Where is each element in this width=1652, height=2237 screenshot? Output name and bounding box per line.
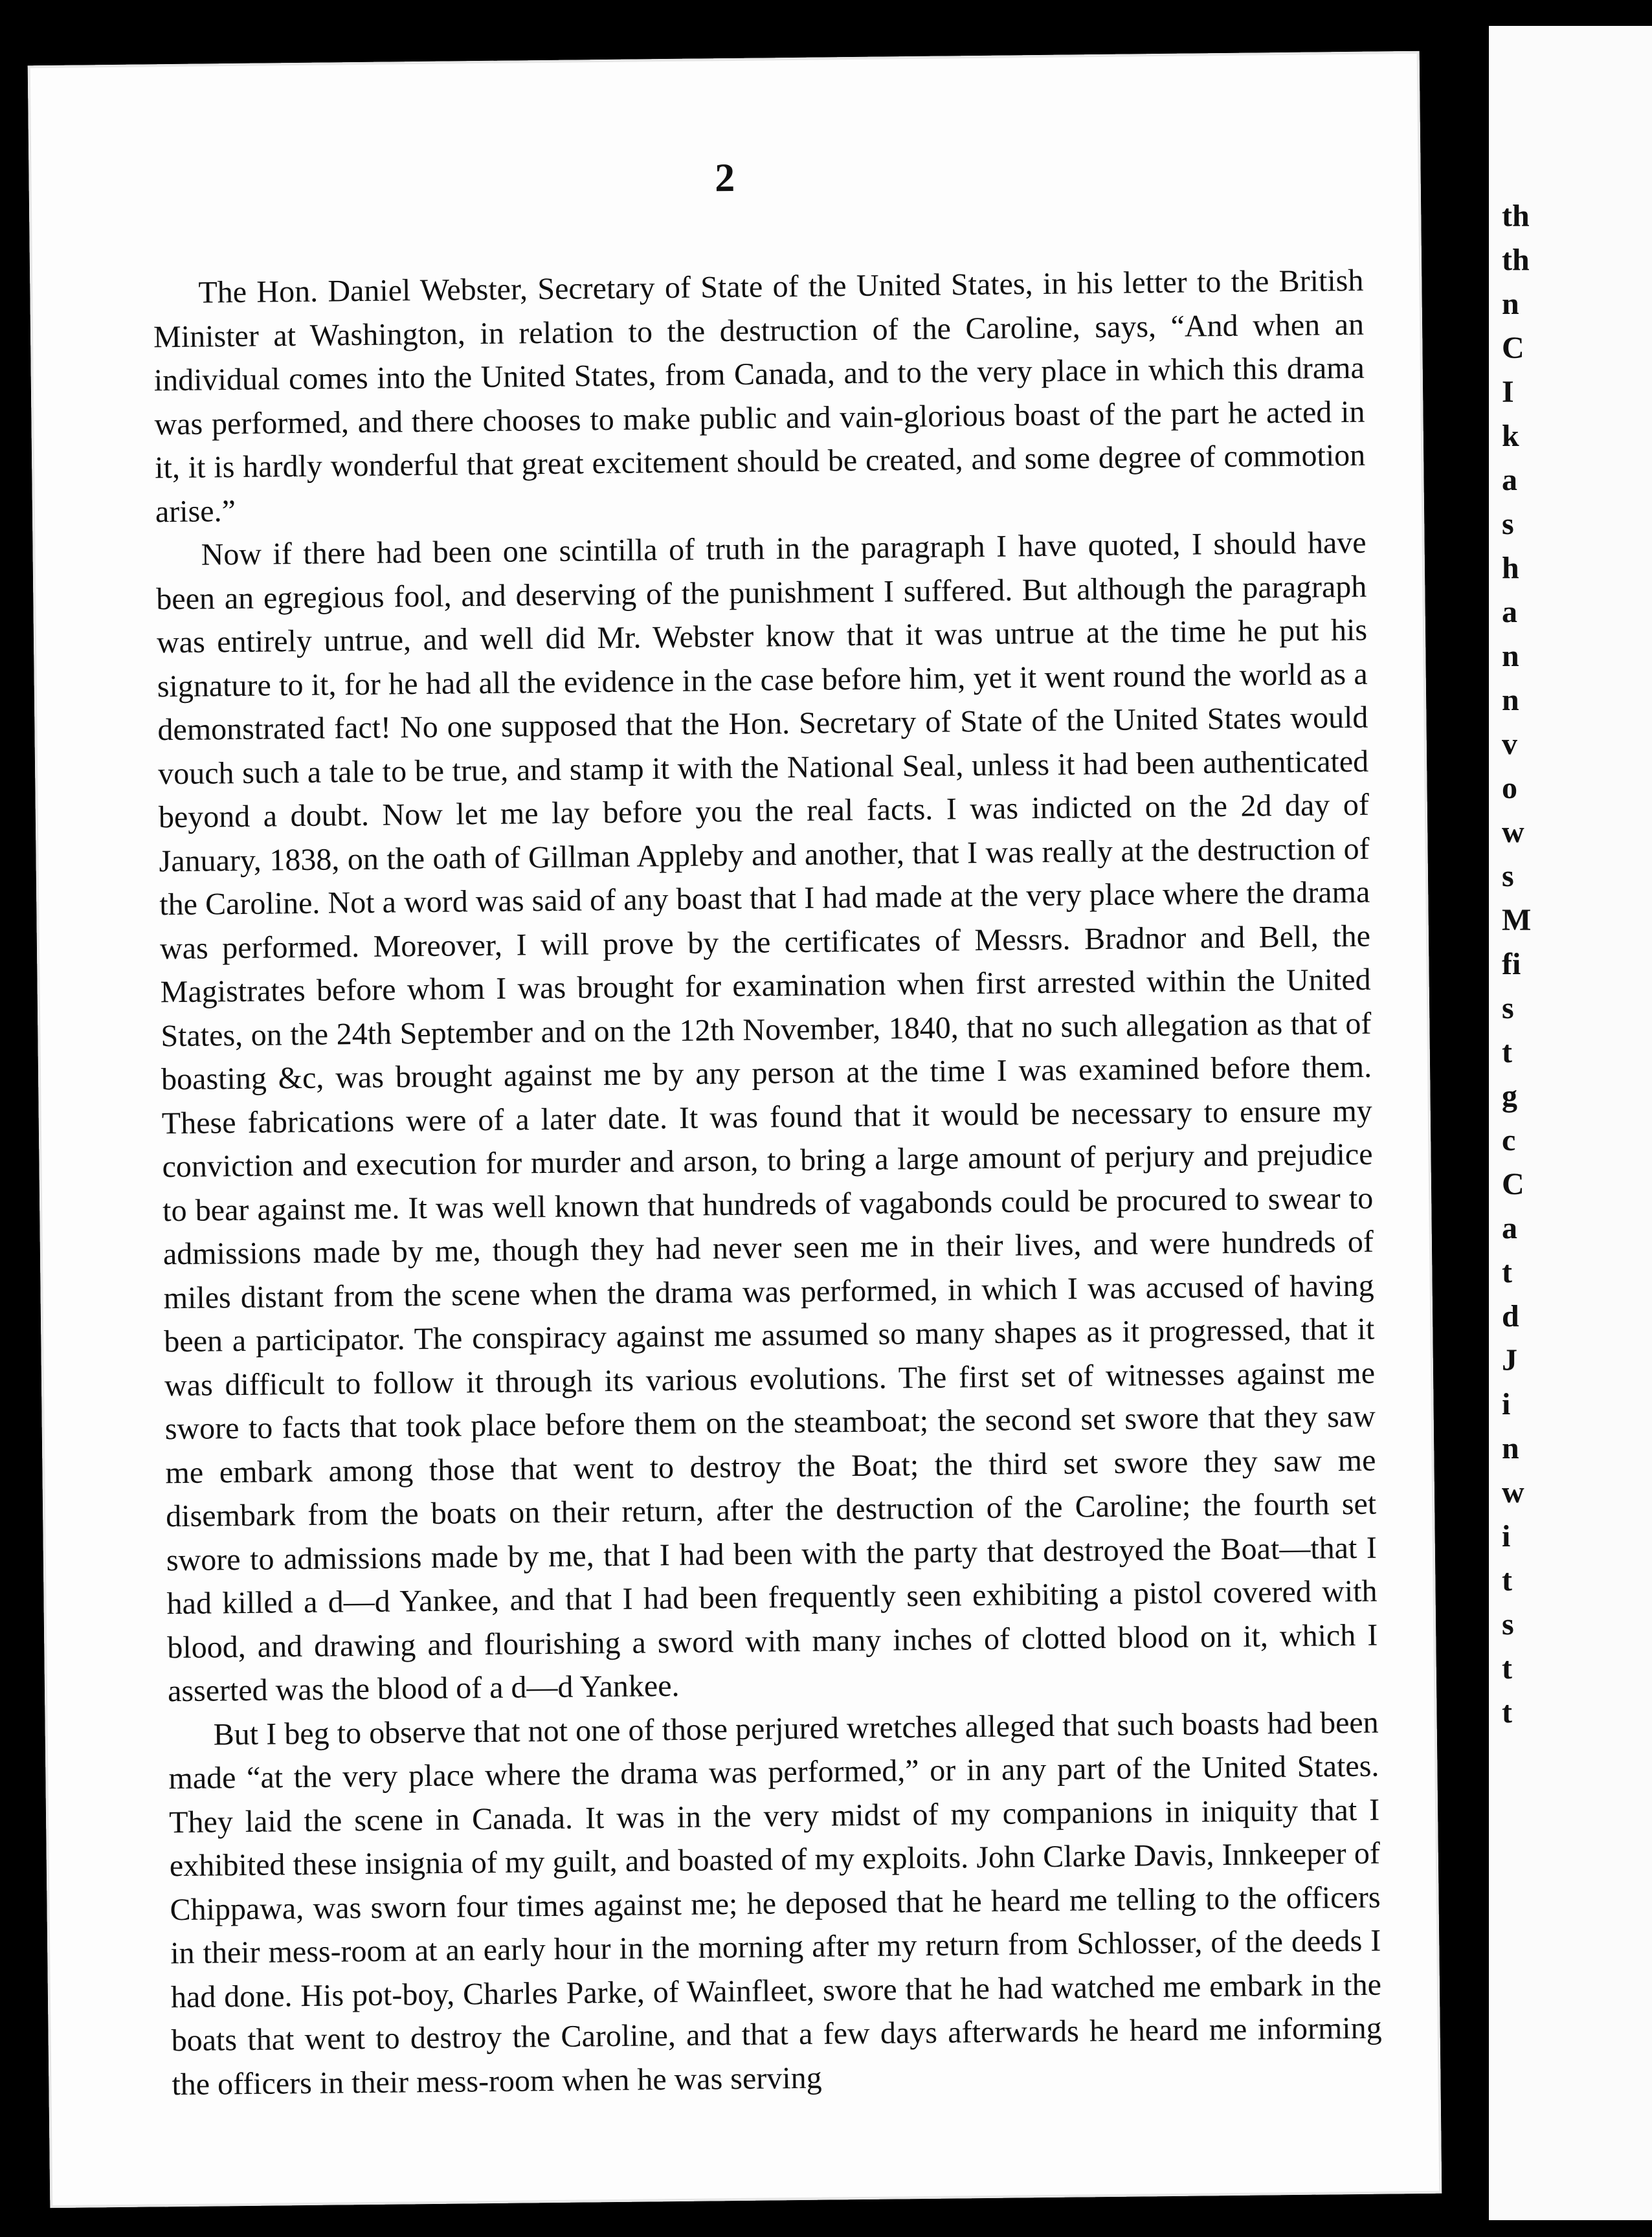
- adjacent-letter: th: [1502, 199, 1530, 233]
- page-number: 2: [714, 155, 735, 201]
- body-text: [153, 259, 1383, 2106]
- adjacent-letter: th: [1502, 243, 1530, 277]
- adjacent-letter: t: [1502, 1695, 1512, 1730]
- adjacent-letter: c: [1502, 1123, 1516, 1157]
- adjacent-letter: n: [1502, 639, 1519, 673]
- adjacent-letter: t: [1502, 1035, 1512, 1069]
- adjacent-letter: s: [1502, 859, 1514, 893]
- adjacent-letter: J: [1502, 1343, 1517, 1377]
- adjacent-letter: s: [1502, 991, 1514, 1025]
- adjacent-letter: g: [1502, 1079, 1517, 1113]
- adjacent-letter: k: [1502, 419, 1519, 453]
- document-page: [28, 51, 1442, 2208]
- adjacent-letter: i: [1502, 1387, 1511, 1421]
- adjacent-letter: w: [1502, 1475, 1524, 1509]
- adjacent-letter: a: [1502, 463, 1517, 497]
- adjacent-letter: t: [1502, 1651, 1512, 1686]
- adjacent-letter: s: [1502, 1607, 1514, 1642]
- adjacent-letter: i: [1502, 1519, 1511, 1553]
- adjacent-page-letters: [1502, 194, 1651, 1735]
- paragraph-real-facts: Now if there had been one scintilla of truth in the paragraph I have quoted, I should have been an egregious fool, and deserving of the punishment I suffered. But although the paragraph was entirely untrue, and well did Mr. Webster know that it was untrue at the time he put his signature to it, for he had all the evidence in the case before him, yet it went round the world as a demonstrated fact! No one supposed that the Hon. Secretary of State of the United States would vouch such a tale to be true, and stamp it with the National Seal, unless it had been authenticated beyond a doubt. Now let me lay before you the real facts. I was indicted on the 2d day of January, 1838, on the oath of Gillman Appleby and another, that I was really at the destruction of the Caroline. Not a word was said of any boast that I had made at the very place where the drama was performed. Moreover, I will prove by the certificates of Messrs. Bradnor and Bell, the Magistrates before whom I was brought for examination when first arrested within the United States, on the 24th September and on the 12th November, 1840, that no such allegation as that of boasting &c, was brought against me by any person at the time I was examined before them. These fabrications were of a later date. It was found that it would be necessary to ensure my conviction and execution for murder and arson, to bring a large amount of perjury and prejudice to bear against me. It was well known that hundreds of vagabonds could be procured to swear to admissions made by me, though they had never seen me in their lives, and were hundreds of miles distant from the scene when the drama was performed, in which I was accused of having been a participator. The conspiracy against me assumed so many shapes as it progressed, that it was difficult to follow it through its various evolutions. The first set of witnesses against me swore to facts that took place before them on the steamboat; the second set swore that they saw me embark among those that went to destroy the Boat; the third set swore they saw me disembark from the boats on their return, after the destruction of the Caroline; the fourth set swore to admissions made by me, that I had been with the party that destroyed the Boat—that I had killed a d—d Yankee, and that I had been frequently seen exhibiting a pistol covered with blood, and drawing and flourishing a sword with many inches of clotted blood on it, which I asserted was the blood of a d—d Yankee.: [156, 525, 1378, 1709]
- adjacent-letter: h: [1502, 551, 1519, 585]
- adjacent-letter: t: [1502, 1563, 1512, 1597]
- adjacent-letter: I: [1502, 375, 1514, 409]
- adjacent-letter: s: [1502, 507, 1514, 541]
- page-gutter: [1476, 0, 1485, 2237]
- adjacent-letter: C: [1502, 331, 1524, 365]
- paragraph-perjured-witnesses: But I beg to observe that not one of those perjured wretches alleged that such boasts had been made “at the very place where the drama was performed,” or in any part of the United States. They laid the scene in Canada. It was in the very midst of my companions in iniquity that I exhibited these insignia of my guilt, and boasted of my exploits. John Clarke Davis, Innkeeper of Chippawa, was sworn four times against me; he deposed that he heard me telling to the officers in their mess-room at an early hour in the morning after my return from Schlosser, of the deeds I had done. His pot-boy, Charles Parke, of Wainfleet, swore that he had watched me embark in the boats that went to destroy the Caroline, and that a few days afterwards he heard me informing the officers in their mess-room when he was serving: [168, 1705, 1382, 2102]
- adjacent-letter: d: [1502, 1299, 1519, 1333]
- adjacent-letter: w: [1502, 815, 1524, 849]
- adjacent-letter: n: [1502, 1431, 1519, 1465]
- adjacent-letter: v: [1502, 727, 1517, 761]
- adjacent-letter: n: [1502, 287, 1519, 321]
- adjacent-letter: C: [1502, 1167, 1524, 1201]
- adjacent-letter: M: [1502, 903, 1532, 937]
- adjacent-letter: a: [1502, 1211, 1517, 1245]
- adjacent-letter: a: [1502, 595, 1517, 629]
- adjacent-letter: o: [1502, 771, 1517, 805]
- adjacent-letter: n: [1502, 683, 1519, 717]
- paragraph-webster-quote: The Hon. Daniel Webster, Secretary of State of the United States, in his letter to the British Minister at Washington, in relation to the destruction of the Caroline, says, “And when an individual comes into the United States, from Canada, and to the very place in which this drama was performed, and there chooses to make public and vain-glorious boast of the part he acted in it, it is hardly wonderful that great excitement should be created, and some degree of commotion arise.”: [153, 263, 1366, 529]
- adjacent-letter: fi: [1502, 947, 1521, 981]
- adjacent-letter: t: [1502, 1255, 1512, 1289]
